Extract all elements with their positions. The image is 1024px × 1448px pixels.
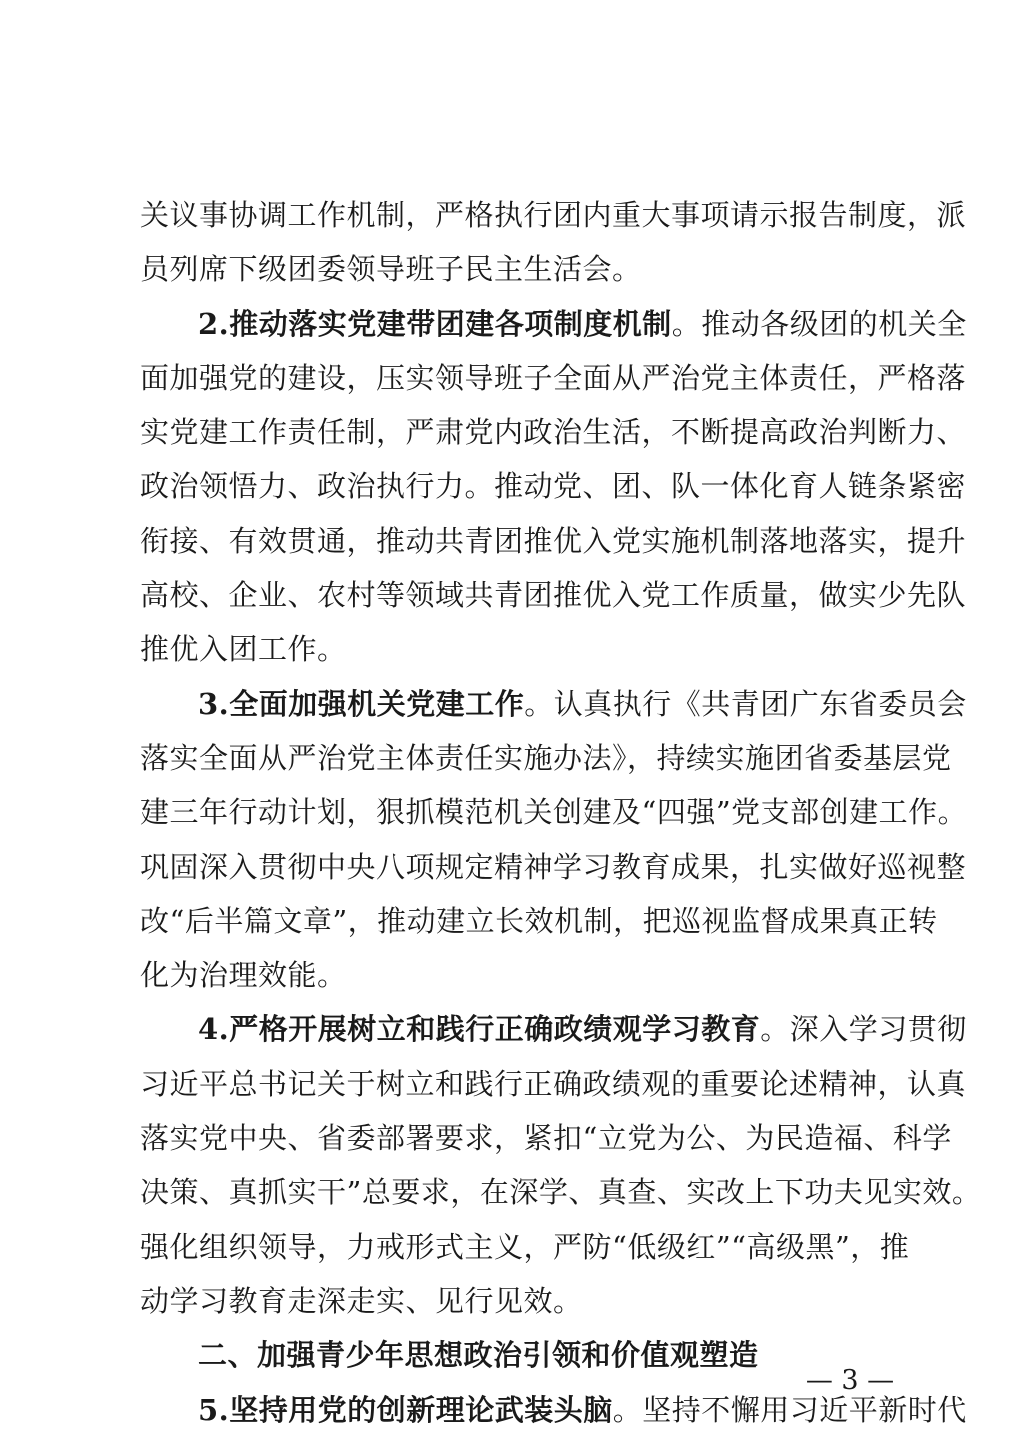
body-line: 高校、企业、农村等领域共青团推优入党工作质量，做实少先队: [140, 578, 967, 613]
body-line: 面加强党的建设，压实领导班子全面从严治党主体责任，严格落: [140, 360, 967, 395]
body-line: 政治领悟力、政治执行力。推动党、团、队一体化育人链条紧密: [140, 469, 967, 504]
body-line: 强化组织领导，力戒形式主义，严防“低级红”“高级黑”，推: [140, 1229, 910, 1264]
section-heading: 二、加强青少年思想政治引领和价值观塑造: [198, 1338, 759, 1373]
page-number: — 3 —: [805, 1365, 895, 1396]
paragraph-2-text: 。推动各级团的机关全: [671, 306, 967, 341]
paragraph-2-title: 2.推动落实党建带团建各项制度机制: [198, 306, 672, 341]
body-line: 决策、真抓实干”总要求，在深学、真查、实改上下功夫见实效。: [140, 1175, 982, 1210]
body-line: 动学习教育走深走实、见行见效。: [140, 1283, 583, 1318]
body-line: 巩固深入贯彻中央八项规定精神学习教育成果，扎实做好巡视整: [140, 849, 967, 884]
body-line: 推优入团工作。: [140, 632, 347, 667]
paragraph-5-text: 。坚持不懈用习近平新时代: [612, 1392, 967, 1427]
paragraph-5-title: 5.坚持用党的创新理论武装头脑: [198, 1392, 613, 1427]
body-line: 改“后半篇文章”，推动建立长效机制，把巡视监督成果真正转: [140, 903, 938, 938]
body-line: 衔接、有效贯通，推动共青团推优入党实施机制落地落实，提升: [140, 523, 967, 558]
paragraph-4-first-line: [140, 1002, 967, 1056]
document-body: [140, 188, 982, 1437]
paragraph-3-first-line: [140, 677, 967, 731]
paragraph-5-first-line: [140, 1383, 967, 1437]
body-line: 落实党中央、省委部署要求，紧扣“立党为公、为民造福、科学: [140, 1121, 952, 1156]
body-line: 建三年行动计划，狠抓模范机关创建及“四强”党支部创建工作。: [140, 795, 968, 830]
paragraph-3-text: 。认真执行《共青团广东省委员会: [524, 686, 967, 721]
paragraph-4-text: 。深入学习贯彻: [760, 1012, 967, 1047]
body-line: 落实全面从严治党主体责任实施办法》，持续实施团省委基层党: [140, 740, 952, 775]
body-line: 实党建工作责任制，严肃党内政治生活，不断提高政治判断力、: [140, 415, 967, 450]
paragraph-4-title: 4.严格开展树立和践行正确政绩观学习教育: [198, 1012, 761, 1047]
body-line: 员列席下级团委领导班子民主生活会。: [140, 252, 642, 287]
body-line: 关议事协调工作机制，严格执行团内重大事项请示报告制度，派: [140, 198, 967, 232]
body-line: 化为治理效能。: [140, 958, 347, 993]
body-line: 习近平总书记关于树立和践行正确政绩观的重要论述精神，认真: [140, 1066, 967, 1101]
paragraph-3-title: 3.全面加强机关党建工作: [198, 686, 525, 721]
paragraph-2-first-line: [140, 297, 967, 351]
